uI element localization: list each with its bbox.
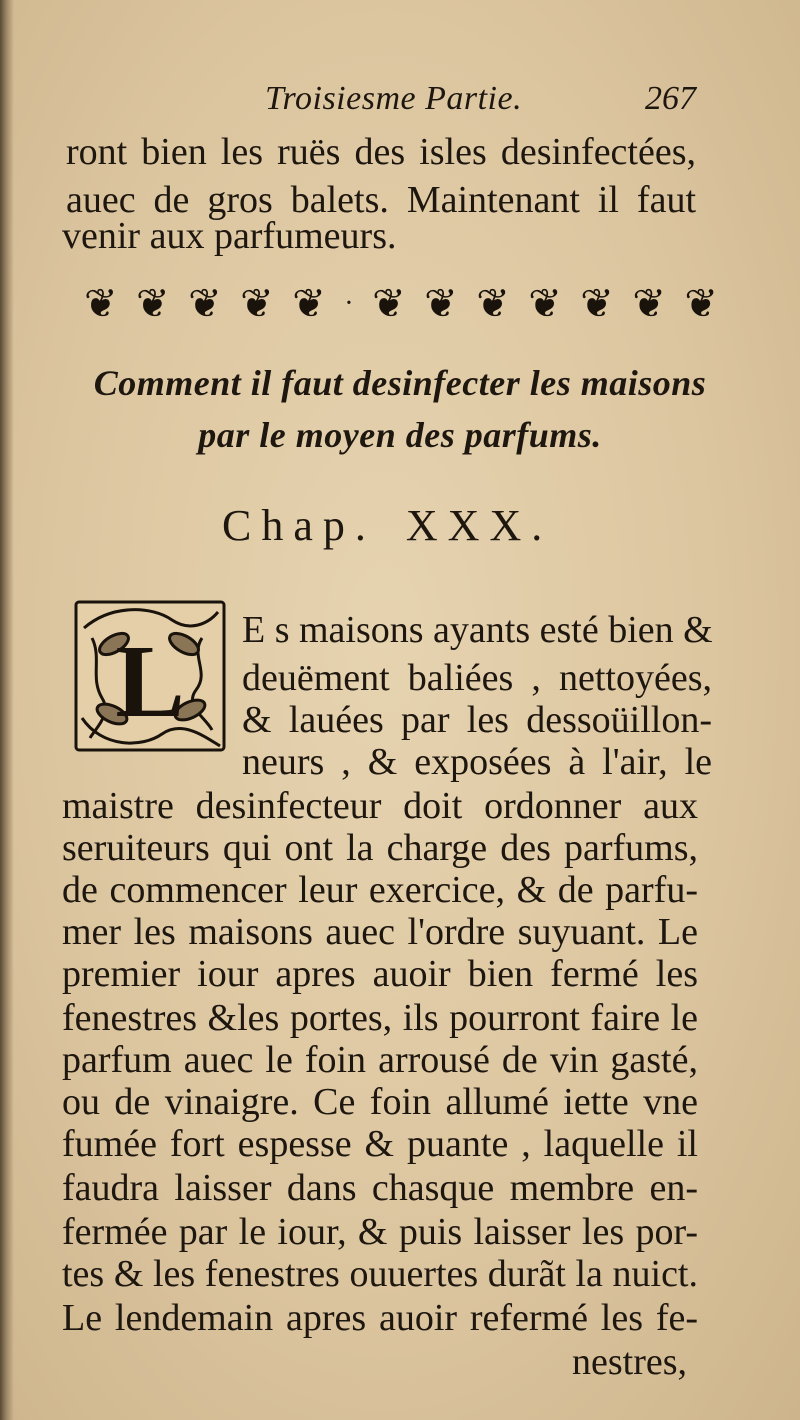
initial-line-1: E s maisons ayants esté bien & bbox=[242, 609, 713, 651]
fleuron-icon: ❦ bbox=[528, 281, 562, 326]
initial-letter: L bbox=[115, 624, 185, 739]
fleuron-icon: ❦ bbox=[240, 281, 274, 326]
decorated-initial-l-icon bbox=[72, 598, 228, 754]
fleuron-icon: ❦ bbox=[292, 281, 326, 326]
paragraph-line: fenestres &les portes, ils pourront faire le bbox=[62, 997, 698, 1039]
paragraph-line: faudra laisser dans chasque membre en- bbox=[62, 1167, 698, 1209]
fleuron-icon: ❦ bbox=[188, 281, 222, 326]
ornamental-rule bbox=[84, 280, 718, 328]
running-title: Troisiesme Partie. bbox=[265, 80, 523, 117]
fleuron-icon: ❦ bbox=[136, 281, 170, 326]
chapter-title-line-2: par le moyen des parfums. bbox=[198, 415, 602, 455]
paragraph-line: premier iour apres auoir bien fermé les bbox=[62, 953, 698, 995]
ornament-separator: · bbox=[344, 288, 354, 319]
paragraph-line: tes & les fenestres ouuertes durãt la nuict. bbox=[62, 1253, 698, 1295]
initial-line-2: deuëment baliées , nettoyées, bbox=[242, 657, 712, 699]
fleuron-icon: ❦ bbox=[372, 281, 406, 326]
paragraph-line: seruiteurs qui ont la charge des parfums, bbox=[62, 827, 698, 869]
fleuron-icon: ❦ bbox=[84, 281, 118, 326]
paragraph-line: mer les maisons auec l'ordre suyuant. Le bbox=[62, 911, 698, 953]
initial-line-3: & lauées par les dessoüillon- bbox=[242, 699, 712, 741]
paragraph-line: parfum auec le foin arrousé de vin gasté, bbox=[62, 1039, 698, 1081]
paragraph-line: maistre desinfecteur doit ordonner aux bbox=[62, 785, 698, 827]
chapter-roman-numeral: XXX. bbox=[405, 501, 553, 550]
fleuron-icon: ❦ bbox=[684, 281, 718, 326]
chapter-title-line-1: Comment il faut desinfecter les maisons bbox=[93, 363, 707, 403]
page-number: 267 bbox=[645, 80, 696, 117]
opening-line-2: auec de gros balets. Maintenant il faut bbox=[66, 179, 696, 221]
paragraph-line: ou de vinaigre. Ce foin allumé iette vne bbox=[62, 1081, 698, 1123]
chapter-number bbox=[222, 500, 552, 551]
chapter-label: Chap. bbox=[222, 501, 376, 550]
catchword: nestres, bbox=[572, 1341, 688, 1383]
running-head bbox=[0, 80, 800, 126]
page-binding-shadow bbox=[0, 0, 14, 1420]
fleuron-icon: ❦ bbox=[580, 281, 614, 326]
paragraph-line: Le lendemain apres auoir refermé les fe- bbox=[62, 1297, 698, 1339]
paragraph-line: de commencer leur exercice, & de parfu- bbox=[62, 869, 698, 911]
opening-line-3: venir aux parfumeurs. bbox=[62, 215, 397, 257]
paragraph-line: fumée fort espesse & puante , laquelle il bbox=[62, 1123, 698, 1165]
fleuron-icon: ❦ bbox=[476, 281, 510, 326]
fleuron-icon: ❦ bbox=[424, 281, 458, 326]
initial-line-4: neurs , & exposées à l'air, le bbox=[242, 741, 712, 783]
fleuron-icon: ❦ bbox=[632, 281, 666, 326]
opening-line-1: ront bien les ruës des isles desinfectées, bbox=[66, 131, 696, 173]
paragraph-line: fermée par le iour, & puis laisser les por- bbox=[62, 1211, 698, 1253]
